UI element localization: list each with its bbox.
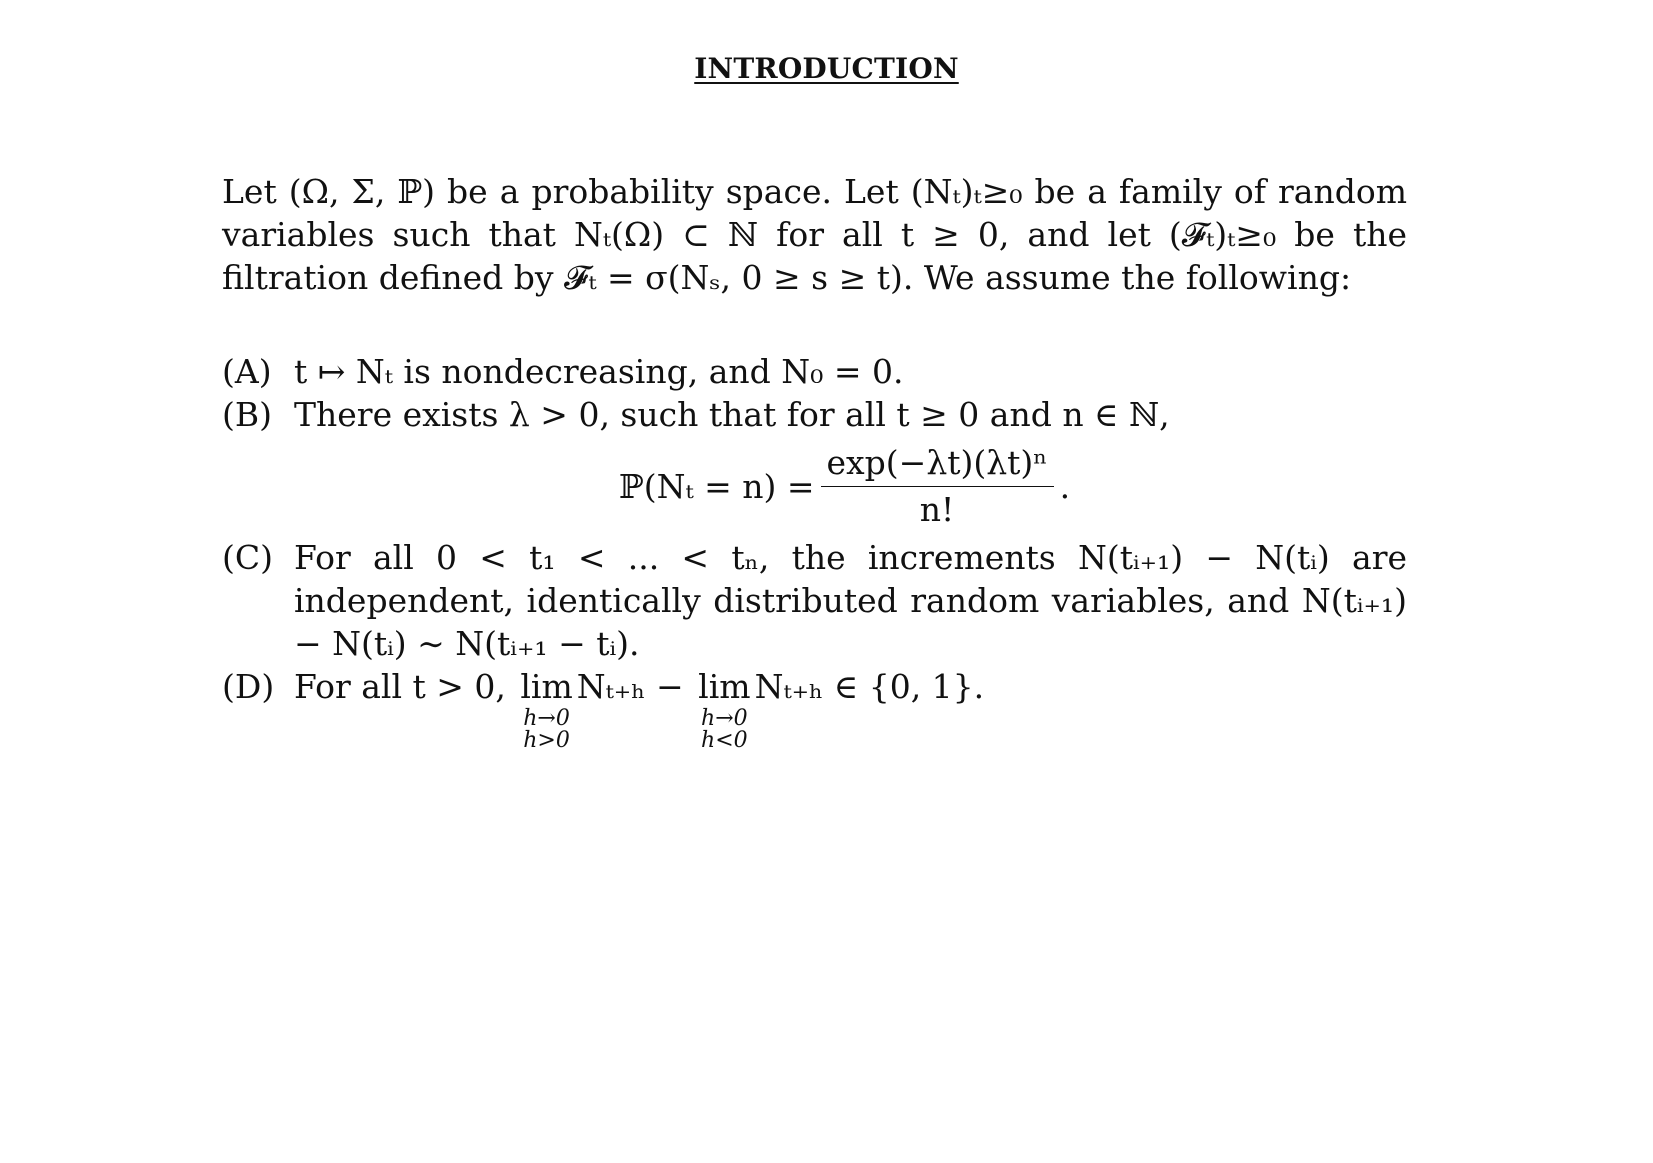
lim-subscript-bottom: h>0 [523,728,570,753]
assumption-d-prefix: For all t > 0, [294,667,506,706]
assumption-text: There exists λ > 0, such that for all t ≥ 0 and n ∈ ℕ, [294,395,1170,434]
intro-paragraph: Let (Ω, Σ, ℙ) be a probability space. Let (Nₜ)ₜ≥₀ be a family of random variables such that Nₜ(Ω) ⊂ ℕ for all t ≥ 0, and let (𝓕ₜ)ₜ≥₀ be the filtration defined by 𝓕ₜ = σ(Nₛ, 0 ≥ s ≥ t). We assume the following: [222,172,1407,297]
lim-subscript-bottom: h<0 [701,728,748,753]
lim-subscript-top: h→0 [523,706,570,731]
formula-denominator: n! [919,489,955,529]
assumption-text: For all 0 < t₁ < ... < tₙ, the increments N(tᵢ₊₁) − N(tᵢ) are independent, identically distributed random variables, and N(tᵢ₊₁) − N(tᵢ) ∼ N(tᵢ₊₁ − tᵢ). [294,538,1407,663]
assumptions-list [222,350,1407,752]
lim-word: lim [520,667,573,706]
assumption-b [222,393,1407,436]
assumption-label: (B) [222,395,272,434]
formula-lhs: ℙ(Nₜ = n) = [618,466,815,506]
lim-subscript-top: h→0 [701,706,748,731]
assumption-label: (A) [222,352,272,391]
formula-numerator: exp(−λt)(λt)ⁿ [821,442,1054,487]
poisson-formula [222,436,1407,536]
minus-sign: − [656,667,684,706]
assumption-label: (D) [222,667,275,706]
assumption-d-body [294,665,1407,752]
right-limit [520,665,572,752]
assumption-c [222,536,1407,665]
assumption-a [222,350,1407,393]
assumption-label: (C) [222,538,273,577]
section-title: INTRODUCTION [694,52,959,85]
formula-trailing: . [1059,466,1071,506]
formula-fraction [821,442,1054,531]
left-limit [698,665,750,752]
lim-word: lim [698,667,751,706]
assumption-d-suffix: ∈ {0, 1}. [833,667,985,706]
lim-term: Nₜ₊ₕ [754,667,824,706]
assumption-d [222,665,1407,752]
lim-term: Nₜ₊ₕ [576,667,646,706]
assumption-text: t ↦ Nₜ is nondecreasing, and N₀ = 0. [294,352,904,391]
